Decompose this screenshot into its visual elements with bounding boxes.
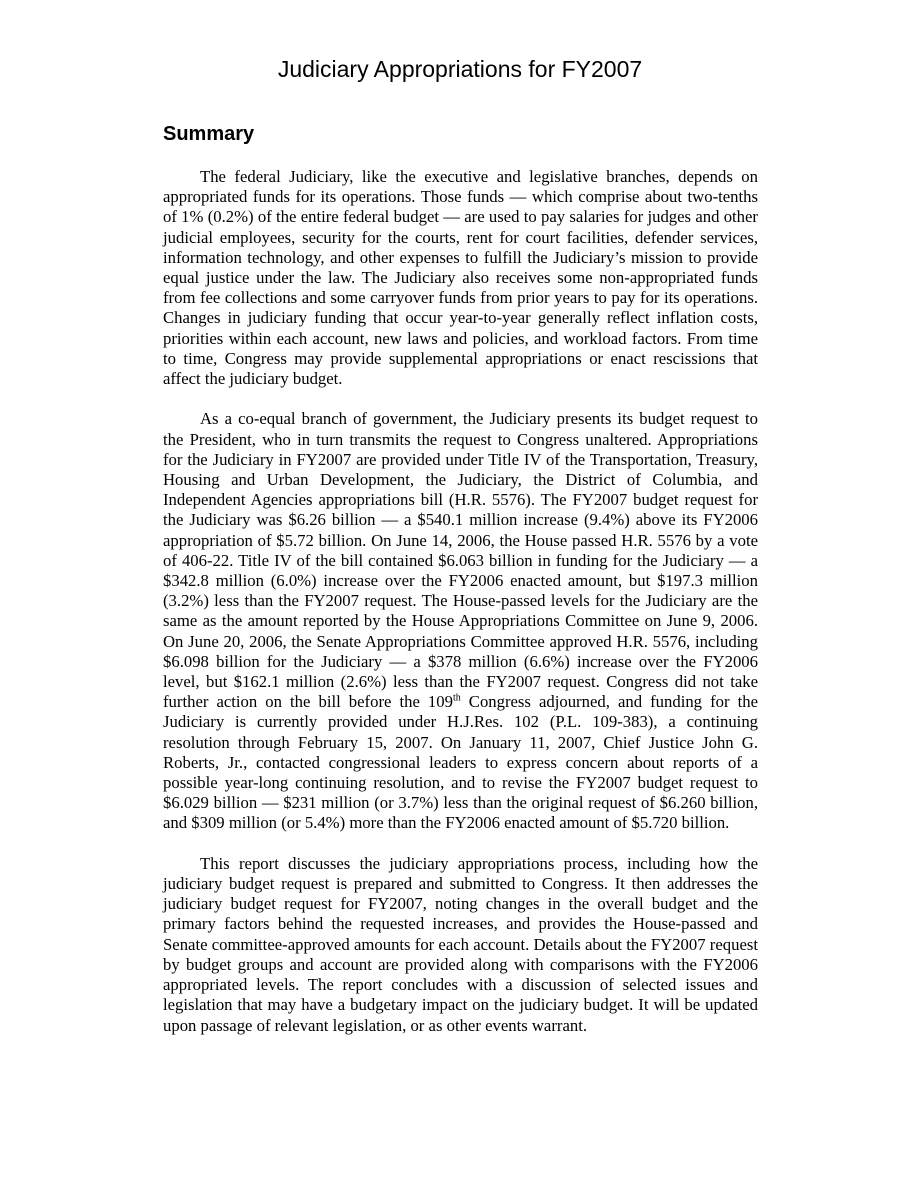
paragraph-2 bbox=[163, 409, 758, 833]
summary-body bbox=[163, 167, 758, 1056]
paragraph-1: The federal Judiciary, like the executive and legislative branches, depends on appropriated funds for its operations. Those funds — which comprise about two-tenths of 1% (0.2%) of the entire federal budget — are used to pay salaries for judges and other judicial employees, security for the courts, rent for court facilities, defender services, information technology, and other expenses to fulfill the Judiciary’s mission to provide equal justice under the law. The Judiciary also receives some non-appropriated funds from fee collections and some carryover funds from prior years to pay for its operations. Changes in judiciary funding that occur year-to-year generally reflect inflation costs, priorities within each account, new laws and policies, and workload factors. From time to time, Congress may provide supplemental appropriations or enact rescissions that affect the judiciary budget. bbox=[163, 167, 758, 389]
ordinal-superscript: th bbox=[452, 692, 461, 704]
section-heading-summary: Summary bbox=[163, 123, 255, 145]
paragraph-3: This report discusses the judiciary appropriations process, including how the judiciary budget request is prepared and submitted to Congress. It then addresses the judiciary budget request for FY2007, noting changes in the overall budget and the primary factors behind the requested increases, and provides the House-passed and Senate committee-approved amounts for each account. Details about the FY2007 request by budget groups and account are provided along with comparisons with the FY2006 appropriated levels. The report concludes with a discussion of selected issues and legislation that may have a budgetary impact on the judiciary budget. It will be updated upon passage of relevant legislation, or as other events warrant. bbox=[163, 853, 758, 1035]
document-title: Judiciary Appropriations for FY2007 bbox=[277, 56, 643, 82]
paragraph-2-text-b: Congress adjourned, and funding for the Judiciary is currently provided under H.J.Res. 102 (P.L. 109-383), a continuing resolution through February 15, 2007. On January 11, 2007, Chief Justice John G. Roberts, Jr., contacted congressional leaders to express concern about reports of a possible year-long continuing resolution, and to revise the FY2007 budget request to $6.029 billion — $231 million (or 3.7%) less than the original request of $6.260 billion, and $309 million (or 5.4%) more than the FY2006 enacted amount of $5.720 billion. bbox=[163, 692, 758, 833]
paragraph-2-text-a: As a co-equal branch of government, the Judiciary presents its budget request to the President, who in turn transmits the request to Congress unaltered. Appropriations for the Judiciary in FY2007 are provided under Title IV of the Transportation, Treasury, Housing and Urban Development, the Judiciary, the District of Columbia, and Independent Agencies appropriations bill (H.R. 5576). The FY2007 budget request for the Judiciary was $6.26 billion — a $540.1 million increase (9.4%) above its FY2006 appropriation of $5.72 billion. On June 14, 2006, the House passed H.R. 5576 by a vote of 406-22. Title IV of the bill contained $6.063 billion in funding for the Judiciary — a $342.8 million (6.0%) increase over the FY2006 enacted amount, but $197.3 million (3.2%) less than the FY2007 request. The House-passed levels for the Judiciary are the same as the amount reported by the House Appropriations Committee on June 9, 2006. On June 20, 2006, the Senate Appropriations Committee approved H.R. 5576, including $6.098 billion for the Judiciary — a $378 million (6.6%) increase over the FY2006 level, but $162.1 million (2.6%) less than the FY2007 request. Congress did not take further action on the bill before the 109 bbox=[163, 409, 758, 712]
